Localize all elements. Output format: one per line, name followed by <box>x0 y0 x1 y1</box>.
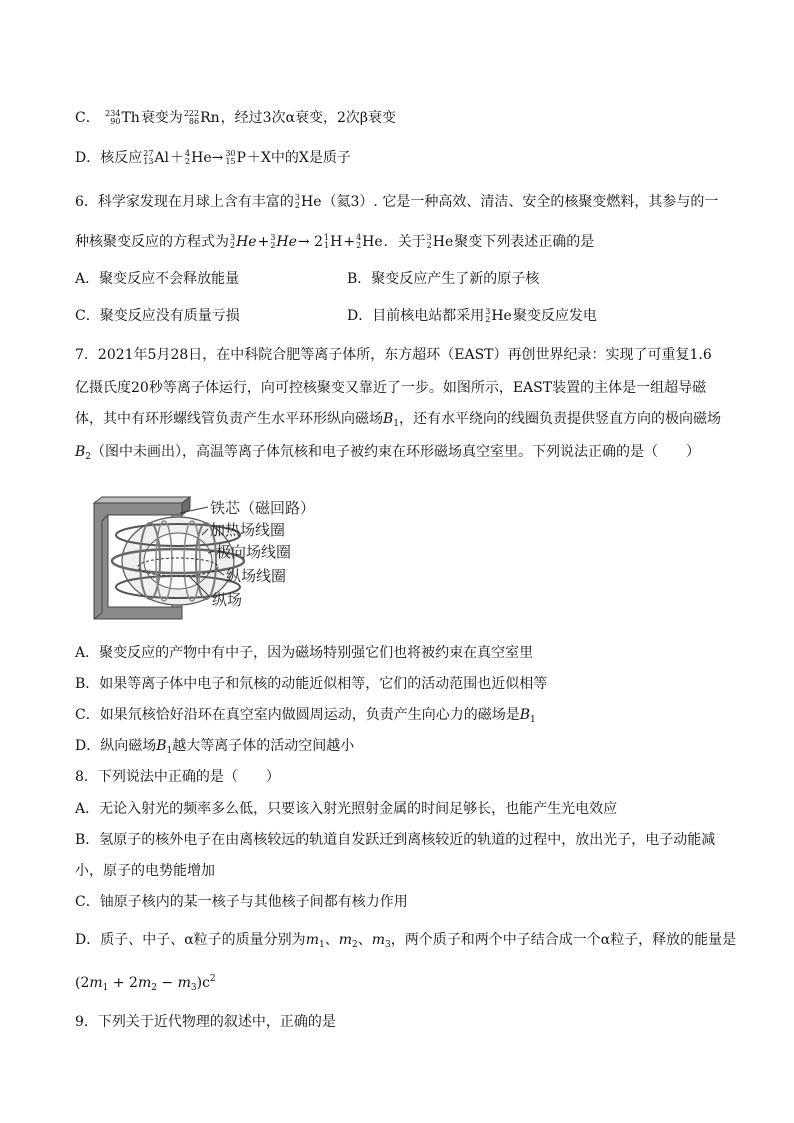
q8-option-b-line1[interactable]: B．氢原子的核外电子在由离核较远的轨道自发跃迁到离核较近的轨道的过程中，放出光子，电子动能减 <box>75 832 716 848</box>
label-poloidal-coil: 极向场线圈 <box>216 543 292 561</box>
q8-option-d-line1[interactable]: D．质子、中子、α粒子的质量分别为$m_1$、$m_2$、$m_3$，两个质子和两个中子结合成一个α粒子，释放的能量是 <box>75 932 737 950</box>
q8-option-d-formula: $(2m_1 + 2m_2 - m_3)c^2$ <box>75 974 216 993</box>
q7-option-d[interactable]: D．纵向磁场$B_1$越大等离子体的活动空间越小 <box>75 738 355 756</box>
q9-stem: 9．下列关于近代物理的叙述中，正确的是 <box>75 1014 336 1030</box>
q6-stem-line1: 6．科学家发现在月球上含有丰富的 3 2 He （氦3）. 它是一种高效、清洁、安全的核聚变燃料，其参与的一 <box>75 193 719 210</box>
q7-stem-line2: 亿摄氏度20秒等离子体运行，向可控核聚变又靠近了一步。如图所示，EAST装置的主体是一组超导磁 <box>75 380 707 396</box>
phosphorus-nuclide: 30 15 P <box>225 149 246 166</box>
q7-option-c[interactable]: C．如果氘核恰好沿环在真空室内做圆周运动，负责产生向心力的磁场是$B_1$ <box>75 707 536 725</box>
helium-nuclide: 4 2 He→ <box>185 149 224 166</box>
q6-option-b[interactable]: B．聚变反应产生了新的原子核 <box>347 271 540 287</box>
q5-option-d: D．核反应 27 13 Al ＋ 4 2 He→ 30 15 P ＋X中的X是质子 <box>75 149 351 166</box>
q7-option-a[interactable]: A．聚变反应的产物中有中子，因为磁场特别强它们也将被约束在真空室里 <box>75 645 534 661</box>
q8-stem: 8．下列说法中正确的是（ ） <box>75 769 280 785</box>
q6-option-c[interactable]: C．聚变反应没有质量亏损 <box>75 308 240 324</box>
label-toroidal-field: 纵场 <box>212 591 243 609</box>
q7-option-b[interactable]: B．如果等离子体中电子和氘核的动能近似相等，它们的活动范围也近似相等 <box>75 676 548 692</box>
label-heating-coil: 加热场线圈 <box>210 521 286 539</box>
q6-options-row1 <box>75 269 725 289</box>
helium3-nuclide: 3 2 He <box>270 233 297 250</box>
helium3-nuclide: 3 2 He <box>485 307 512 324</box>
q8-option-c[interactable]: C．铀原子核内的某一核子与其他核子间都有核力作用 <box>75 894 408 910</box>
helium4-nuclide: 4 2 He <box>356 233 383 250</box>
helium3-nuclide: 3 2 He <box>230 233 257 250</box>
q7-stem-line1: 7．2021年5月28日，在中科院合肥等离子体所，东方超环（EAST）再创世界纪录：实现了可重复1.6 <box>75 347 712 363</box>
q5-option-c: C． 234 90 Th 衰变为 222 86 Rn ，经过3次α衰变，2次β衰变 <box>75 109 397 126</box>
q8-option-a[interactable]: A．无论入射光的频率多么低，只要该入射光照射金属的时间足够长，也能产生光电效应 <box>75 801 618 817</box>
hydrogen-nuclide: 1 1 H <box>324 233 343 250</box>
helium3-nuclide: 3 2 He <box>426 233 454 250</box>
q7-stem-line4: $B_2$（图中未画出），高温等离子体氘核和电子被约束在环形磁场真空室里。下列说法正确的是（ ） <box>75 444 701 462</box>
q7-stem-line3: 体，其中有环形螺线管负责产生水平环形纵向磁场$B_1$，还有水平绕向的线圈负责提供竖直方向的极向磁场 <box>75 411 722 429</box>
helium3-nuclide: 3 2 He <box>294 193 322 210</box>
radon-nuclide: 222 86 Rn <box>183 109 220 126</box>
q8-option-b-line2: 小，原子的电势能增加 <box>75 863 215 879</box>
q6-option-d[interactable]: D．目前核电站都采用 3 2 He 聚变反应发电 <box>347 307 597 324</box>
q6-options-row2 <box>75 306 725 326</box>
q6-option-a[interactable]: A．聚变反应不会释放能量 <box>75 271 240 287</box>
thorium-nuclide: 234 90 Th <box>105 109 140 126</box>
label-iron-core: 铁芯（磁回路） <box>210 499 316 517</box>
label-toroidal-coil: 纵场线圈 <box>226 567 287 585</box>
aluminum-nuclide: 27 13 Al <box>143 149 170 166</box>
east-device-figure <box>90 495 350 625</box>
q6-stem-line2: 种核聚变反应的方程式为 3 2 He + 3 2 He → 2 1 1 H + 4 2 He ．关于 3 2 He 聚变下列表述正确的是 <box>75 233 595 250</box>
